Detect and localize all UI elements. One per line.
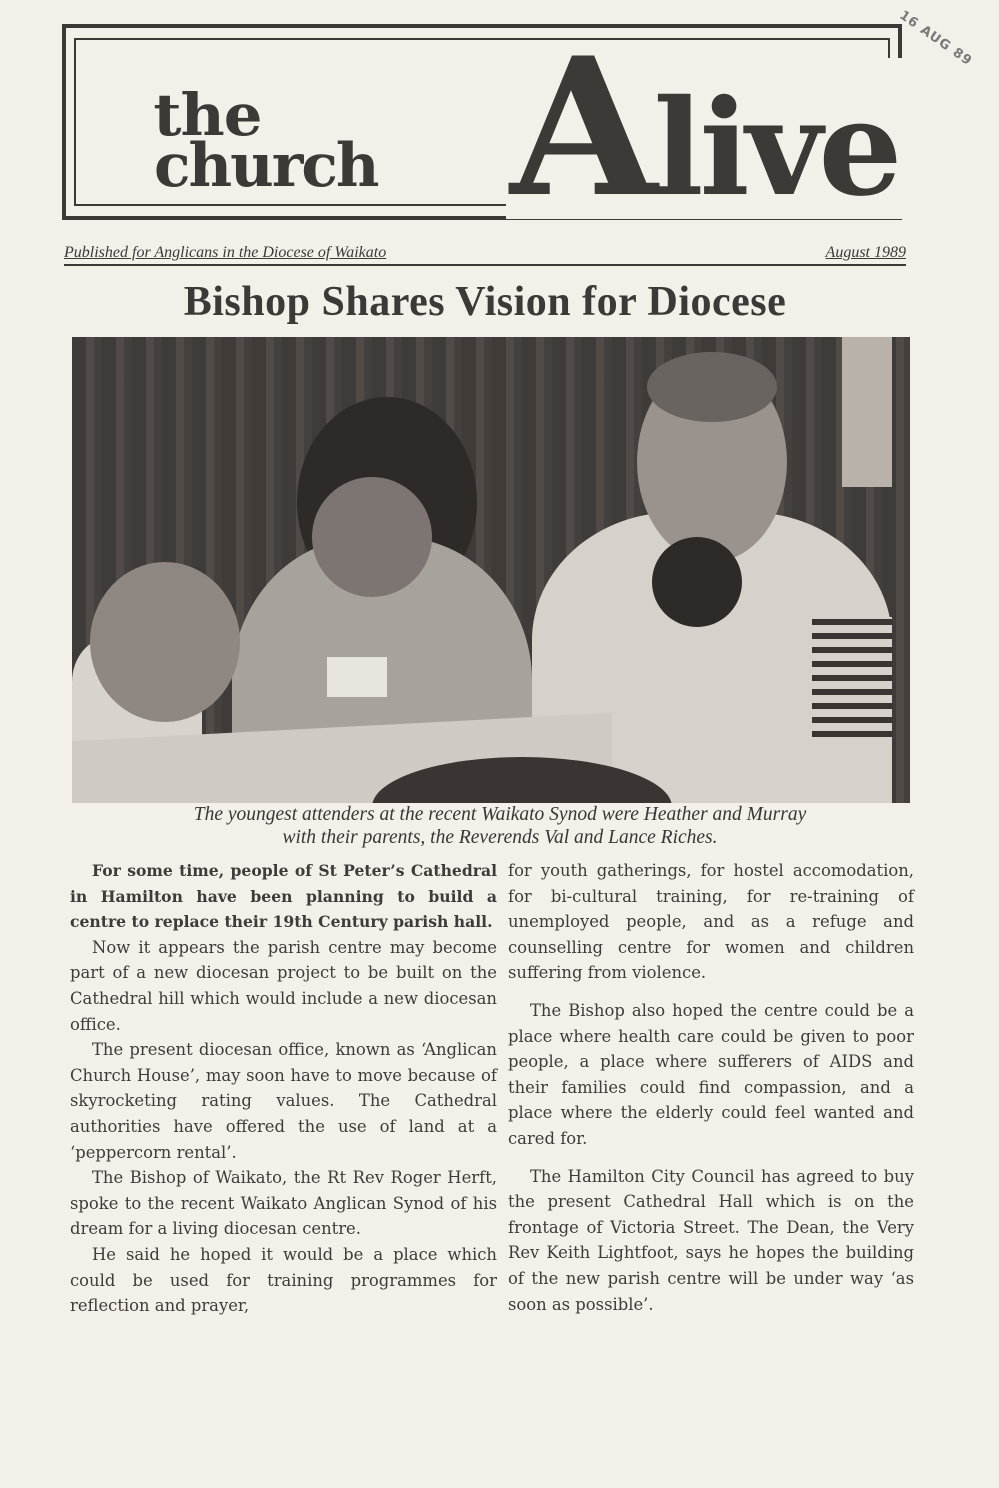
photo-sweater-pattern xyxy=(812,617,892,737)
masthead-church: church xyxy=(154,131,378,201)
photo-baby-head xyxy=(652,537,742,627)
issue-date: August 1989 xyxy=(825,244,906,261)
article-paragraph: The Hamilton City Council has agreed to buy the present Cathedral Hall which is on the frontage of Victoria Street. The Dean, the Very Rev Keith Lightfoot, says he hopes the building of the new parish centre will be under way ‘as soon as possible’. xyxy=(508,1166,914,1314)
photo-window xyxy=(842,337,892,487)
caption-line-1: The youngest attenders at the recent Waikato Synod were Heather and Murray xyxy=(193,804,807,825)
photo-woman-face xyxy=(312,477,432,597)
publication-line xyxy=(64,242,906,266)
article-column-left xyxy=(70,858,497,1319)
article-column-right xyxy=(508,858,914,1317)
photo-child-head xyxy=(90,562,240,722)
article-paragraph: Now it appears the parish centre may become part of a new diocesan project to be built on the Cathedral hill which would include a new diocesan office. xyxy=(70,937,497,1034)
photo-man-hair xyxy=(647,352,777,422)
received-date-stamp: 16 AUG 89 xyxy=(896,8,975,70)
article-paragraph: He said he hoped it would be a place which could be used for training programmes for reflection and prayer, xyxy=(70,1244,497,1316)
masthead-the: the xyxy=(153,81,262,149)
article-lead-paragraph: For some time, people of St Peter’s Cathedral in Hamilton have been planning to build a centre to replace their 19th Century parish hall. xyxy=(70,861,497,932)
article-paragraph: The Bishop of Waikato, the Rt Rev Roger Herft, spoke to the recent Waikato Anglican Synod of his dream for a living diocesan centre. xyxy=(70,1168,497,1239)
headline: Bishop Shares Vision for Diocese xyxy=(183,279,787,325)
caption-line-2: with their parents, the Reverends Val and Lance Riches. xyxy=(282,827,718,848)
article-paragraph: The Bishop also hoped the centre could be a place where health care could be given to poor people, a place where sufferers of AIDS and their families could find compassion, and a place where the elderly could feel wanted and cared for. xyxy=(508,1000,914,1148)
article-paragraph: The present diocesan office, known as ‘Anglican Church House’, may soon have to move because of skyrocketing rating values. The Cathedral authorities have offered the use of land at a ‘peppercorn rental’. xyxy=(70,1040,497,1162)
publisher-note: Published for Anglicans in the Diocese of Waikato xyxy=(64,244,387,261)
family-photo xyxy=(72,337,910,803)
masthead-alive-rest: live xyxy=(653,71,899,226)
article-paragraph-continued: for youth gatherings, for hostel accomodation, for bi-cultural training, for re-training of unemployed people, and as a refuge and counselling centre for women and children suffering from violence. xyxy=(508,861,914,983)
photo-caption xyxy=(64,803,936,849)
photo-name-tag xyxy=(327,657,387,697)
masthead xyxy=(62,16,902,239)
masthead-alive-capital: A xyxy=(510,16,654,239)
masthead-alive xyxy=(506,16,902,239)
